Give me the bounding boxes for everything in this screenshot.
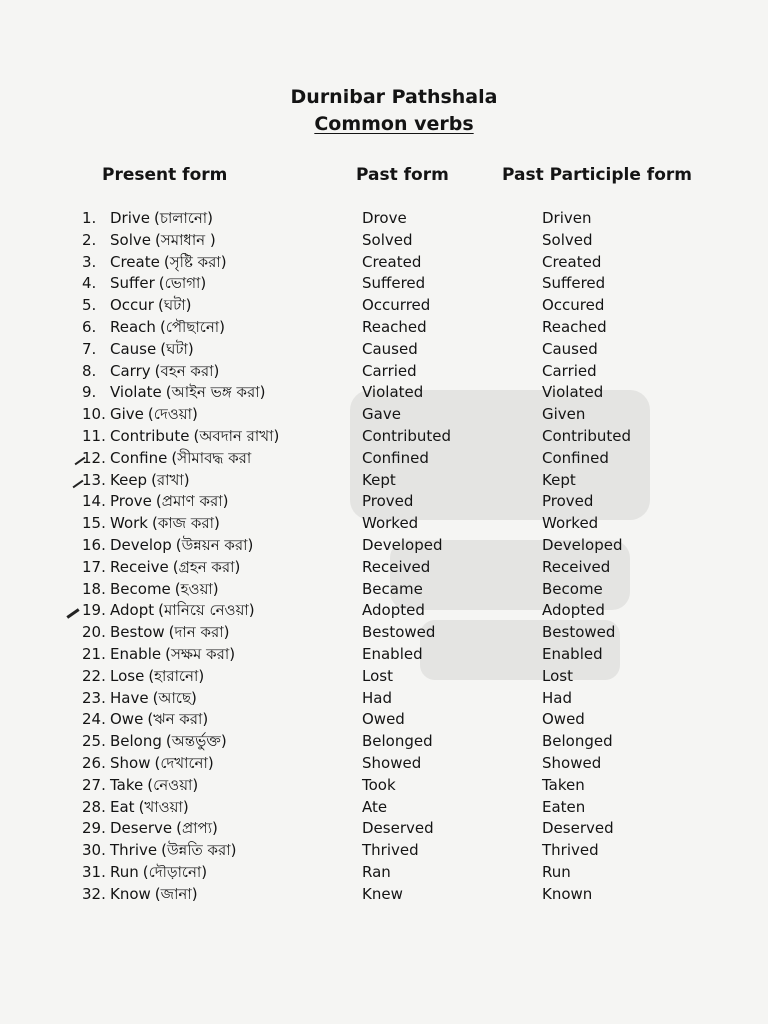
verb-row <box>0 688 768 710</box>
present-form <box>110 731 227 752</box>
past-form: Enabled <box>362 644 423 663</box>
row-number: 18. <box>82 579 106 598</box>
past-participle-form: Bestowed <box>542 623 616 642</box>
past-participle-form: Carried <box>542 361 597 380</box>
present-form <box>110 557 240 578</box>
past-participle-form: Become <box>542 579 603 598</box>
present-form <box>110 448 251 469</box>
present-form <box>110 775 198 796</box>
present-word: Eat <box>110 797 135 816</box>
past-participle-form: Given <box>542 405 586 424</box>
verb-table <box>0 208 768 906</box>
past-participle-form: Suffered <box>542 274 606 293</box>
present-form <box>110 840 236 861</box>
row-number: 10. <box>82 405 106 424</box>
row-number: 23. <box>82 688 106 707</box>
column-header-past-participle: Past Participle form <box>502 165 692 185</box>
bengali-meaning: (চালানো) <box>154 209 214 227</box>
verb-row <box>0 339 768 361</box>
present-form <box>110 709 208 730</box>
past-form: Lost <box>362 666 393 685</box>
past-form: Received <box>362 557 431 576</box>
past-form: Caused <box>362 339 418 358</box>
verb-row <box>0 797 768 819</box>
verb-row <box>0 579 768 601</box>
present-word: Solve <box>110 230 151 249</box>
present-form <box>110 404 198 425</box>
bengali-meaning: (হওয়া) <box>174 579 219 598</box>
row-number: 26. <box>82 753 106 772</box>
present-word: Bestow <box>110 623 165 642</box>
present-word: Enable <box>110 644 162 663</box>
verb-row <box>0 382 768 404</box>
bengali-meaning: (প্রাপ্য) <box>176 819 218 838</box>
past-form: Knew <box>362 884 403 903</box>
row-number: 5. <box>82 296 97 315</box>
present-form <box>110 470 190 491</box>
present-word: Cause <box>110 339 157 358</box>
present-word: Show <box>110 753 151 772</box>
row-number: 20. <box>82 623 106 642</box>
bengali-meaning: (ভোগা) <box>158 274 207 293</box>
row-number: 29. <box>82 819 106 838</box>
verb-row <box>0 448 768 470</box>
past-form: Violated <box>362 383 424 402</box>
past-participle-form: Solved <box>542 230 593 249</box>
row-number: 17. <box>82 557 106 576</box>
present-form <box>110 295 191 316</box>
present-form <box>110 513 220 534</box>
row-number: 1. <box>82 209 97 227</box>
bengali-meaning: (সক্ষম করা) <box>165 644 236 663</box>
bengali-meaning: (ঋন করা) <box>147 710 209 729</box>
present-form <box>110 273 206 294</box>
past-form: Contributed <box>362 426 452 445</box>
row-number: 14. <box>82 492 106 511</box>
bengali-meaning: (জানা) <box>154 884 198 903</box>
present-word: Give <box>110 405 144 424</box>
row-number: 22. <box>82 666 106 685</box>
present-form <box>110 666 204 687</box>
present-form <box>110 230 216 251</box>
present-word: Keep <box>110 470 148 489</box>
row-number: 28. <box>82 797 106 816</box>
present-form <box>110 491 228 512</box>
present-word: Contribute <box>110 426 190 445</box>
present-form <box>110 600 255 621</box>
row-number: 9. <box>82 383 97 402</box>
present-word: Become <box>110 579 171 598</box>
present-form <box>110 208 213 229</box>
past-form: Deserved <box>362 819 434 838</box>
past-participle-form: Belonged <box>542 732 613 751</box>
bengali-meaning: (খাওয়া) <box>138 797 189 816</box>
past-participle-form: Contributed <box>542 426 632 445</box>
verb-row <box>0 622 768 644</box>
present-word: Owe <box>110 710 144 729</box>
past-participle-form: Eaten <box>542 797 586 816</box>
present-word: Carry <box>110 361 151 380</box>
row-number: 11. <box>82 426 106 445</box>
past-participle-form: Developed <box>542 535 623 554</box>
past-form: Bestowed <box>362 623 436 642</box>
past-form: Kept <box>362 470 396 489</box>
verb-row <box>0 884 768 906</box>
present-word: Create <box>110 252 160 271</box>
past-form: Had <box>362 688 392 707</box>
row-number: 3. <box>82 252 97 271</box>
bengali-meaning: (বহন করা) <box>154 361 220 380</box>
past-form: Thrived <box>362 841 419 860</box>
verb-row <box>0 775 768 797</box>
verb-row <box>0 208 768 230</box>
present-form <box>110 644 235 665</box>
verb-row <box>0 470 768 492</box>
present-word: Run <box>110 862 139 881</box>
present-word: Belong <box>110 732 162 751</box>
verb-row <box>0 666 768 688</box>
bengali-meaning: (আছে) <box>152 688 197 707</box>
verb-row <box>0 230 768 252</box>
present-word: Know <box>110 884 151 903</box>
row-number: 4. <box>82 274 97 293</box>
present-form <box>110 426 279 447</box>
verb-row <box>0 317 768 339</box>
past-participle-form: Driven <box>542 209 592 227</box>
past-participle-form: Adopted <box>542 601 605 620</box>
present-word: Thrive <box>110 841 158 860</box>
row-number: 13. <box>82 470 106 489</box>
present-form <box>110 252 227 273</box>
bengali-meaning: (প্রমাণ করা) <box>155 492 229 511</box>
past-participle-form: Lost <box>542 666 573 685</box>
past-form: Confined <box>362 448 429 467</box>
present-word: Work <box>110 514 148 533</box>
past-form: Suffered <box>362 274 426 293</box>
past-participle-form: Owed <box>542 710 585 729</box>
verb-row <box>0 295 768 317</box>
past-participle-form: Proved <box>542 492 594 511</box>
column-header-past: Past form <box>356 165 449 185</box>
bengali-meaning: (দেখানো) <box>154 753 214 772</box>
bengali-meaning: (সৃষ্টি করা) <box>163 252 227 271</box>
present-word: Have <box>110 688 149 707</box>
bengali-meaning: (অন্তর্ভুক্ত) <box>165 732 227 751</box>
past-form: Adopted <box>362 601 425 620</box>
bengali-meaning: (পৌছানো) <box>159 317 225 336</box>
present-form <box>110 579 219 600</box>
past-form: Showed <box>362 753 422 772</box>
past-participle-form: Thrived <box>542 841 599 860</box>
present-word: Receive <box>110 557 169 576</box>
bengali-meaning: (আইন ভঙ্গ করা) <box>165 383 266 402</box>
bengali-meaning: (কাজ করা) <box>151 514 220 533</box>
verb-row <box>0 491 768 513</box>
verb-row <box>0 252 768 274</box>
verb-row <box>0 404 768 426</box>
present-form <box>110 862 207 883</box>
past-participle-form: Taken <box>542 775 585 794</box>
present-form <box>110 535 253 556</box>
past-participle-form: Showed <box>542 753 602 772</box>
present-word: Confine <box>110 448 168 467</box>
row-number: 8. <box>82 361 97 380</box>
present-word: Take <box>110 775 144 794</box>
row-number: 6. <box>82 317 97 336</box>
verb-row <box>0 600 768 622</box>
past-form: Took <box>362 775 396 794</box>
past-form: Worked <box>362 514 419 533</box>
past-participle-form: Run <box>542 862 571 881</box>
past-participle-form: Confined <box>542 448 609 467</box>
past-participle-form: Created <box>542 252 602 271</box>
present-form <box>110 361 219 382</box>
row-number: 32. <box>82 884 106 903</box>
verb-row <box>0 709 768 731</box>
past-participle-form: Caused <box>542 339 598 358</box>
row-number: 15. <box>82 514 106 533</box>
past-participle-form: Worked <box>542 514 599 533</box>
present-form <box>110 753 214 774</box>
past-form: Ate <box>362 797 388 816</box>
past-form: Carried <box>362 361 417 380</box>
present-word: Suffer <box>110 274 155 293</box>
verb-row <box>0 818 768 840</box>
bengali-meaning: (হারানো) <box>148 666 205 685</box>
past-form: Belonged <box>362 732 433 751</box>
row-number: 21. <box>82 644 106 663</box>
past-form: Occurred <box>362 296 431 315</box>
row-number: 19. <box>82 601 106 620</box>
column-header-present: Present form <box>102 165 228 185</box>
present-form <box>110 884 198 905</box>
past-form: Reached <box>362 317 427 336</box>
bengali-meaning: (দেওয়া) <box>147 405 198 424</box>
past-form: Gave <box>362 405 401 424</box>
bengali-meaning: (ঘটা) <box>160 339 194 358</box>
row-number: 16. <box>82 535 106 554</box>
verb-row <box>0 840 768 862</box>
past-form: Developed <box>362 535 443 554</box>
present-form <box>110 339 194 360</box>
present-word: Lose <box>110 666 145 685</box>
present-form <box>110 622 229 643</box>
verb-row <box>0 535 768 557</box>
bengali-meaning: (উন্নতি করা) <box>161 841 237 860</box>
row-number: 31. <box>82 862 106 881</box>
bengali-meaning: (গ্রহন করা) <box>172 557 241 576</box>
row-number: 30. <box>82 841 106 860</box>
verb-row <box>0 644 768 666</box>
present-word: Violate <box>110 383 162 402</box>
past-participle-form: Enabled <box>542 644 603 663</box>
bengali-meaning: (দৌড়ানো) <box>142 862 208 881</box>
bengali-meaning: (ঘটা) <box>157 296 192 315</box>
verb-row <box>0 513 768 535</box>
present-word: Reach <box>110 317 156 336</box>
row-number: 27. <box>82 775 106 794</box>
verb-row <box>0 361 768 383</box>
past-form: Owed <box>362 710 405 729</box>
past-form: Proved <box>362 492 414 511</box>
page-subtitle: Common verbs <box>314 113 474 135</box>
present-word: Prove <box>110 492 152 511</box>
row-number: 2. <box>82 230 97 249</box>
verb-row <box>0 862 768 884</box>
present-form <box>110 688 197 709</box>
past-form: Drove <box>362 209 407 227</box>
bengali-meaning: (সীমাবদ্ধ করা <box>171 448 252 467</box>
present-word: Develop <box>110 535 172 554</box>
past-form: Created <box>362 252 422 271</box>
present-word: Occur <box>110 296 154 315</box>
past-participle-form: Kept <box>542 470 576 489</box>
verb-row <box>0 557 768 579</box>
bengali-meaning: (নেওয়া) <box>147 775 199 794</box>
past-participle-form: Reached <box>542 317 607 336</box>
row-number: 7. <box>82 339 97 358</box>
past-form: Became <box>362 579 423 598</box>
bengali-meaning: (অবদান রাখা) <box>193 426 280 445</box>
bengali-meaning: (দান করা) <box>168 623 230 642</box>
row-number: 25. <box>82 732 106 751</box>
present-word: Drive <box>110 209 150 227</box>
bengali-meaning: (উন্নয়ন করা) <box>175 535 254 554</box>
past-participle-form: Had <box>542 688 572 707</box>
tick-mark <box>66 609 79 619</box>
bengali-meaning: (সমাধান ) <box>154 230 216 249</box>
page-title: Durnibar Pathshala <box>290 86 498 108</box>
row-number: 24. <box>82 710 106 729</box>
row-number: 12. <box>82 448 106 467</box>
past-participle-form: Violated <box>542 383 604 402</box>
past-participle-form: Deserved <box>542 819 614 838</box>
verb-row <box>0 273 768 295</box>
present-word: Adopt <box>110 601 155 620</box>
past-form: Solved <box>362 230 413 249</box>
present-form <box>110 382 265 403</box>
bengali-meaning: (রাখা) <box>151 470 190 489</box>
bengali-meaning: (মানিয়ে নেওয়া) <box>158 601 255 620</box>
verb-row <box>0 731 768 753</box>
past-participle-form: Received <box>542 557 611 576</box>
past-participle-form: Known <box>542 884 593 903</box>
verb-row <box>0 426 768 448</box>
past-form: Ran <box>362 862 391 881</box>
present-form <box>110 797 189 818</box>
present-form <box>110 818 218 839</box>
present-word: Deserve <box>110 819 173 838</box>
present-form <box>110 317 225 338</box>
verb-row <box>0 753 768 775</box>
past-participle-form: Occured <box>542 296 605 315</box>
